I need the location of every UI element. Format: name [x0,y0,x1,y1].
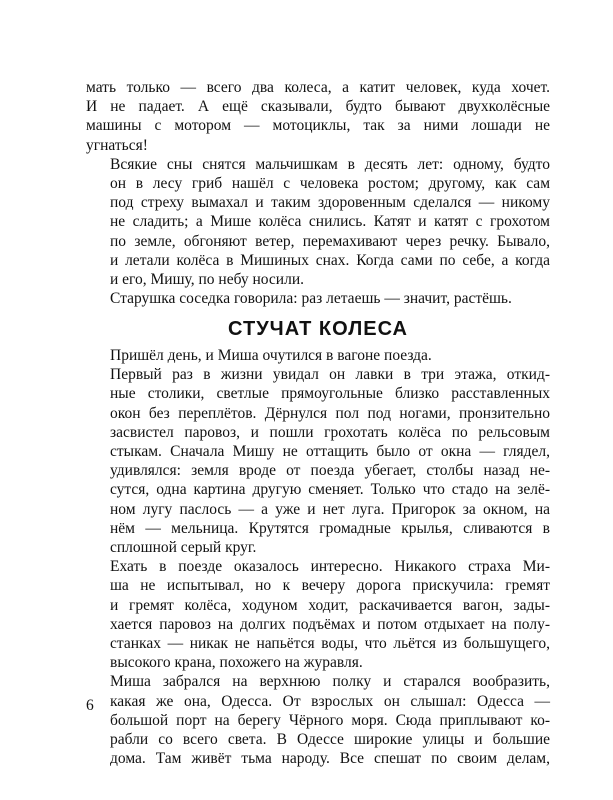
chapter-text-block [86,346,550,768]
text-line: хается паровоз на долгих подъёмах и потом отдыхает на полу- [110,615,550,633]
text-line: и гремят колёса, ходуном ходит, раскачивается вагон, зады- [110,596,550,614]
text-line: засвистел паровоз, и пошли грохотать колёса по рельсовым [110,423,550,441]
text-line: машины с мотором — мотоциклы, так за ними лошади не [86,117,550,135]
paragraph [86,78,550,155]
text-line: какая же она, Одесса. От взрослых он слышал: Одесса — [110,692,550,710]
page-number: 6 [86,697,94,714]
text-line: мать только — всего два колеса, а катит человек, куда хочет. [86,79,550,96]
text-line: по земле, обгоняют ветер, перемахивают через речку. Бывало, [110,232,550,250]
text-line: ша не испытывал, но к вечеру дорога прискучила: гремят [110,577,550,595]
text-line: удивлялся: земля вроде от поезда убегает, столбы назад не- [110,462,550,480]
text-line: он в лесу гриб нашёл с человека ростом; другому, как сам [110,175,550,193]
text-line: Пришёл день, и Миша очутился в вагоне поезда. [110,347,432,364]
text-line: Ехать в поезде оказалось интересно. Никакого страха Ми- [110,558,550,576]
text-line: большой порт на берегу Чёрного моря. Сюда приплывают ко- [110,711,550,729]
text-line: И не падает. А ещё сказывали, будто бывают двухколёсные [86,98,550,116]
text-line: сплошной серый круг. [110,539,257,557]
text-line: стыкам. Сначала Мишу не оттащить было от окна — глядел, [110,443,550,461]
text-line: окон без переплётов. Дёрнулся пол под ногами, пронзительно [110,404,550,422]
text-line: сутся, одна картина другую сменяет. Только что стадо на зелё- [110,481,550,499]
paragraph [86,557,550,672]
text-line: рабли со всего света. В Одессе широкие улицы и большие [110,731,550,749]
text-line: высокого крана, похожего на журавля. [110,654,363,672]
paragraph [86,346,550,365]
text-line: Первый раз в жизни увидал он лавки в три этажа, откид- [110,366,550,384]
text-line: ные столики, светлые прямоугольные близко расставленных [110,385,550,403]
text-line: Всякие сны снятся мальчишкам в десять лет: одному, будто [110,155,550,173]
paragraph [86,672,550,768]
text-line: нём — мельница. Крутятся громадные крылья, сливаются в [110,519,550,537]
paragraph [86,155,550,289]
paragraph [86,289,550,308]
text-line: Старушка соседка говорила: раз летаешь — значит, растёшь. [110,290,512,308]
chapter-heading: СТУЧАТ КОЛЕСА [228,318,408,340]
text-line: ном лугу паслось — а уже и нет луга. Пригорок за окном, на [110,500,550,518]
top-text-block [86,78,550,308]
text-line: дома. Там живёт тьма народу. Все спешат по своим делам, [110,750,550,768]
paragraph [86,365,550,557]
text-line: под стреху вымахал и таким здоровенным сделался — никому [110,194,550,212]
text-line: Миша забрался на верхнюю полку и старался вообразить, [110,673,550,691]
text-line: и его, Мишу, по небу носили. [110,271,305,289]
text-line: не сладить; а Мише колёса снились. Катят и катят с грохотом [110,213,550,231]
text-line: угнаться! [86,136,148,154]
text-line: станках — никак не напьётся воды, что льётся из большущего, [110,635,550,653]
text-line: и летали колёса в Мишиных снах. Когда сами по себе, а когда [110,251,550,269]
